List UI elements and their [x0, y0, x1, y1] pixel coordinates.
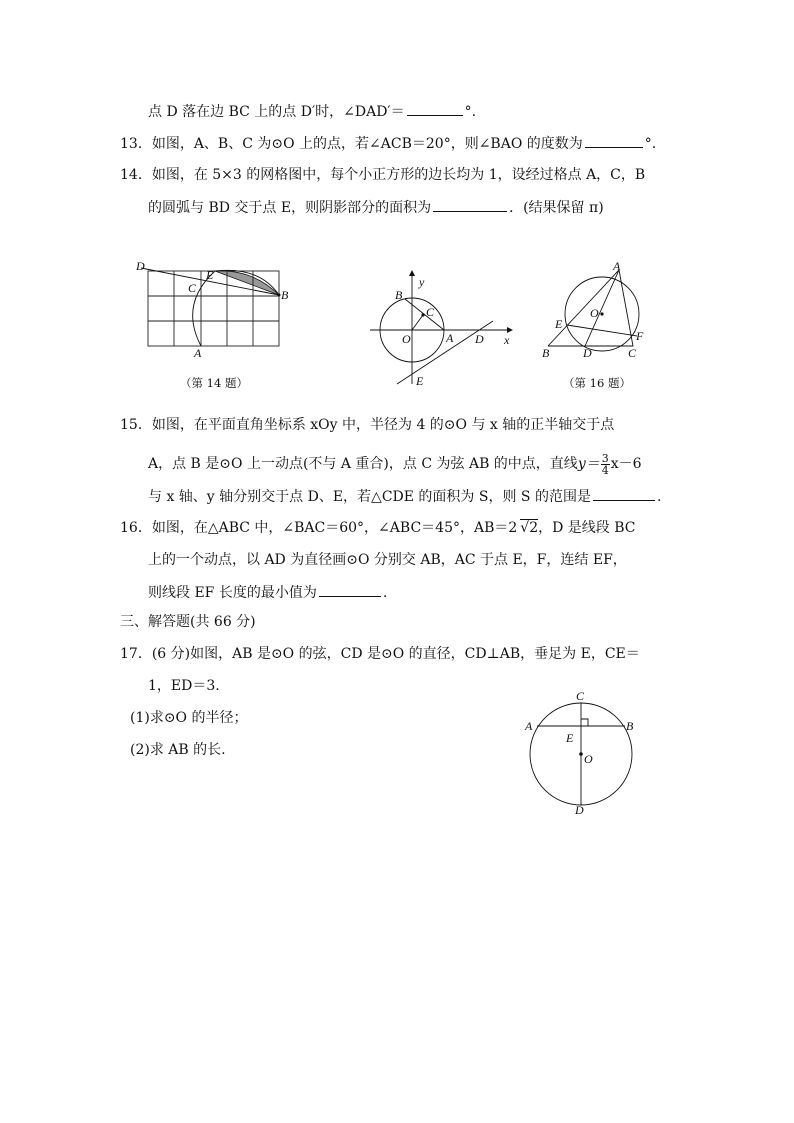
- question-14: [120, 165, 645, 185]
- question-17: [120, 644, 640, 664]
- question-15-cont2: 与 x 轴、y 轴分别交于点 D、E，若△CDE 的面积为 S，则 S 的范围是 .: [148, 486, 661, 507]
- label-C: C: [576, 689, 585, 703]
- q16-text-2: 上的一个动点，以 AD 为直径画⊙O 分别交 AB，AC 于点 E，F，连结 EF，: [148, 552, 627, 568]
- label-A: A: [525, 719, 533, 733]
- question-16-cont: [148, 550, 627, 570]
- label-y: y: [419, 275, 425, 289]
- q16-text-3: 则线段 EF 长度的最小值为: [148, 585, 317, 601]
- answer-blank-14[interactable]: [433, 197, 507, 212]
- q15-text-3: 与 x 轴、y 轴分别交于点 D、E，若△CDE 的面积为 S，则 S 的范围是: [148, 489, 591, 505]
- answer-blank-16[interactable]: [319, 582, 381, 597]
- question-15: [120, 415, 614, 435]
- label-C: C: [628, 346, 637, 360]
- question-16-cont2: 则线段 EF 长度的最小值为 .: [148, 582, 387, 603]
- q15-line-eq-rest: x－6: [610, 456, 642, 472]
- label-D: D: [475, 332, 484, 346]
- sqrt-2: √2: [520, 520, 539, 536]
- answer-blank-13[interactable]: [585, 133, 643, 148]
- label-E: E: [555, 317, 563, 331]
- q14-text-1: 14．如图，在 5×3 的网格图中，每个小正方形的边长均为 1，设经过格点 A，C，B: [120, 167, 646, 183]
- label-E: E: [566, 731, 574, 745]
- question-17-part2: (2)求 AB 的长.: [130, 742, 226, 758]
- figure-14: [135, 258, 295, 370]
- label-B: B: [281, 288, 289, 302]
- caption-fig14: （第 14 题）: [180, 376, 248, 390]
- label-D: D: [583, 346, 592, 360]
- q13-text: 13．如图，A、B、C 为⊙O 上的点，若∠ACB＝20°，则∠BAO 的度数为: [120, 136, 583, 152]
- label-E: E: [206, 268, 214, 282]
- question-17-cont: [148, 676, 220, 696]
- q17-text-2: 1，ED＝3.: [148, 678, 220, 694]
- section-3-heading: 三、解答题(共 66 分): [120, 614, 256, 630]
- question-16: 16．如图，在△ABC 中，∠BAC＝60°，∠ABC＝45°，AB＝2 √2，D 是线段 BC: [120, 520, 636, 536]
- label-C: C: [188, 281, 197, 295]
- label-B: B: [542, 346, 550, 360]
- label-F: F: [636, 329, 644, 343]
- q16-text-1: 16．如图，在△ABC 中，∠BAC＝60°，∠ABC＝45°，AB＝2: [120, 520, 518, 536]
- question-14-cont: 的圆弧与 BD 交于点 E，则阴影部分的面积为 ．(结果保留 π): [148, 197, 604, 218]
- q12-text: 点 D 落在边 BC 上的点 D′时，∠DAD′＝: [148, 104, 405, 120]
- question-17-part1: (1)求⊙O 的半径；: [130, 710, 248, 726]
- answer-blank-12[interactable]: [407, 101, 463, 116]
- label-O: O: [584, 752, 593, 766]
- label-C: C: [426, 305, 435, 319]
- figure-16: [538, 259, 650, 362]
- label-O: O: [590, 306, 599, 320]
- label-B: B: [626, 719, 634, 733]
- caption-fig16: （第 16 题）: [563, 376, 631, 390]
- figure-15: [365, 272, 515, 390]
- fraction-3-4: $\frac{3}{4}$: [601, 451, 609, 477]
- q15-text-1: 15．如图，在平面直角坐标系 xOy 中，半径为 4 的⊙O 与 x 轴的正半轴交于点: [120, 417, 615, 433]
- question-13: 13．如图，A、B、C 为⊙O 上的点，若∠ACB＝20°，则∠BAO 的度数为 °.: [120, 133, 656, 154]
- label-A: A: [446, 331, 454, 345]
- q12-continuation: 点 D 落在边 BC 上的点 D′时，∠DAD′＝ °.: [148, 101, 476, 122]
- q15-text-2: A，点 B 是⊙O 上一动点(不与 A 重合)，点 C 为弦 AB 的中点，直线: [148, 456, 578, 472]
- label-A: A: [613, 259, 621, 273]
- q17-text-1: 17．(6 分)如图，AB 是⊙O 的弦，CD 是⊙O 的直径，CD⊥AB，垂足为 E，CE＝: [120, 646, 640, 662]
- label-x: x: [504, 333, 510, 347]
- label-B: B: [395, 288, 403, 302]
- shaded-region: [215, 271, 279, 295]
- q14-text-2: 的圆弧与 BD 交于点 E，则阴影部分的面积为: [148, 200, 432, 216]
- figure-17: [522, 688, 642, 818]
- label-A: A: [194, 346, 202, 360]
- question-15-cont: [148, 449, 642, 479]
- label-O: O: [402, 332, 411, 346]
- label-E: E: [416, 374, 424, 388]
- label-D: D: [575, 803, 584, 817]
- q15-line-eq-y: y＝: [577, 456, 600, 472]
- answer-blank-15[interactable]: [593, 486, 655, 501]
- label-D: D: [136, 259, 145, 273]
